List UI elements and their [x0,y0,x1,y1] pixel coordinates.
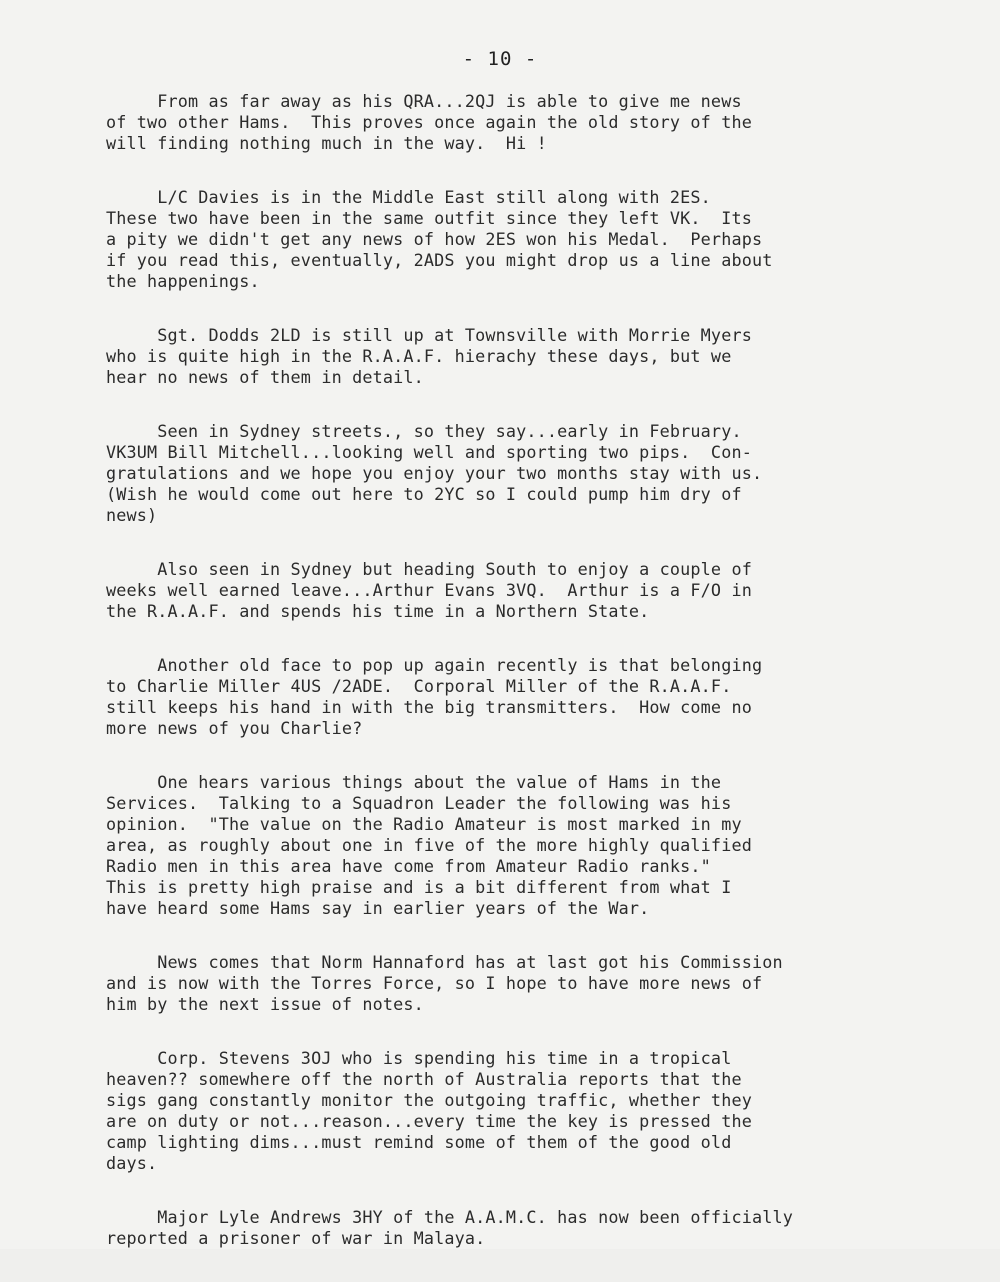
text-line: more news of you Charlie? [106,718,363,738]
text-line: Sgt. Dodds 2LD is still up at Townsville with Morrie Myers [106,325,752,345]
text-line: weeks well earned leave...Arthur Evans 3VQ. Arthur is a F/O in [106,580,752,600]
text-line: gratulations and we hope you enjoy your two months stay with us. [106,463,763,483]
text-line: of two other Hams. This proves once again the old story of the [106,112,752,132]
paragraph-8 [106,952,986,1015]
text-line: days. [106,1153,158,1173]
text-line: area, as roughly about one in five of the more highly qualified [106,835,752,855]
text-line: will finding nothing much in the way. Hi ! [106,133,547,153]
text-line: One hears various things about the value of Hams in the [106,772,722,792]
text-line: opinion. "The value on the Radio Amateur is most marked in my [106,814,742,834]
text-line: the R.A.A.F. and spends his time in a Northern State. [106,601,650,621]
text-line: hear no news of them in detail. [106,367,424,387]
paragraph-9 [106,1048,986,1174]
text-line: are on duty or not...reason...every time the key is pressed the [106,1111,752,1131]
text-line: camp lighting dims...must remind some of them of the good old [106,1132,732,1152]
body-text [106,91,986,1282]
text-line: Major Lyle Andrews 3HY of the A.A.M.C. has now been officially [106,1207,793,1227]
text-line: News comes that Norm Hannaford has at last got his Commission [106,952,783,972]
paragraph-7 [106,772,986,919]
text-line: heaven?? somewhere off the north of Australia reports that the [106,1069,742,1089]
text-line: L/C Davies is in the Middle East still along with 2ES. [106,187,711,207]
text-line: Radio men in this area have come from Amateur Radio ranks." [106,856,711,876]
text-line: Another old face to pop up again recently is that belonging [106,655,763,675]
text-line: These two have been in the same outfit since they left VK. Its [106,208,752,228]
text-line: This is pretty high praise and is a bit different from what I [106,877,732,897]
text-line: who is quite high in the R.A.A.F. hierachy these days, but we [106,346,732,366]
text-line: the happenings. [106,271,260,291]
paragraph-6 [106,655,986,739]
paragraph-4 [106,421,986,526]
text-line: have heard some Hams say in earlier years of the War. [106,898,650,918]
paragraph-5 [106,559,986,622]
text-line: (Wish he would come out here to 2YC so I could pump him dry of [106,484,742,504]
text-line: reported a prisoner of war in Malaya. [106,1228,486,1248]
text-line: still keeps his hand in with the big transmitters. How come no [106,697,752,717]
text-line: Services. Talking to a Squadron Leader the following was his [106,793,732,813]
page-number: - 10 - [462,48,538,70]
paragraph-1 [106,91,986,154]
text-line: a pity we didn't get any news of how 2ES won his Medal. Perhaps [106,229,763,249]
text-line: to Charlie Miller 4US /2ADE. Corporal Miller of the R.A.A.F. [106,676,732,696]
text-line: Seen in Sydney streets., so they say...early in February. [106,421,742,441]
text-line: him by the next issue of notes. [106,994,424,1014]
paragraph-2 [106,187,986,292]
text-line: sigs gang constantly monitor the outgoing traffic, whether they [106,1090,752,1110]
text-line: if you read this, eventually, 2ADS you might drop us a line about [106,250,773,270]
text-line: Also seen in Sydney but heading South to enjoy a couple of [106,559,752,579]
paragraph-10 [106,1207,986,1249]
text-line: news) [106,505,158,525]
paragraph-3 [106,325,986,388]
text-line: VK3UM Bill Mitchell...looking well and sporting two pips. Con- [106,442,752,462]
text-line: Corp. Stevens 3OJ who is spending his time in a tropical [106,1048,732,1068]
text-line: and is now with the Torres Force, so I hope to have more news of [106,973,763,993]
text-line: From as far away as his QRA...2QJ is able to give me news [106,91,742,111]
